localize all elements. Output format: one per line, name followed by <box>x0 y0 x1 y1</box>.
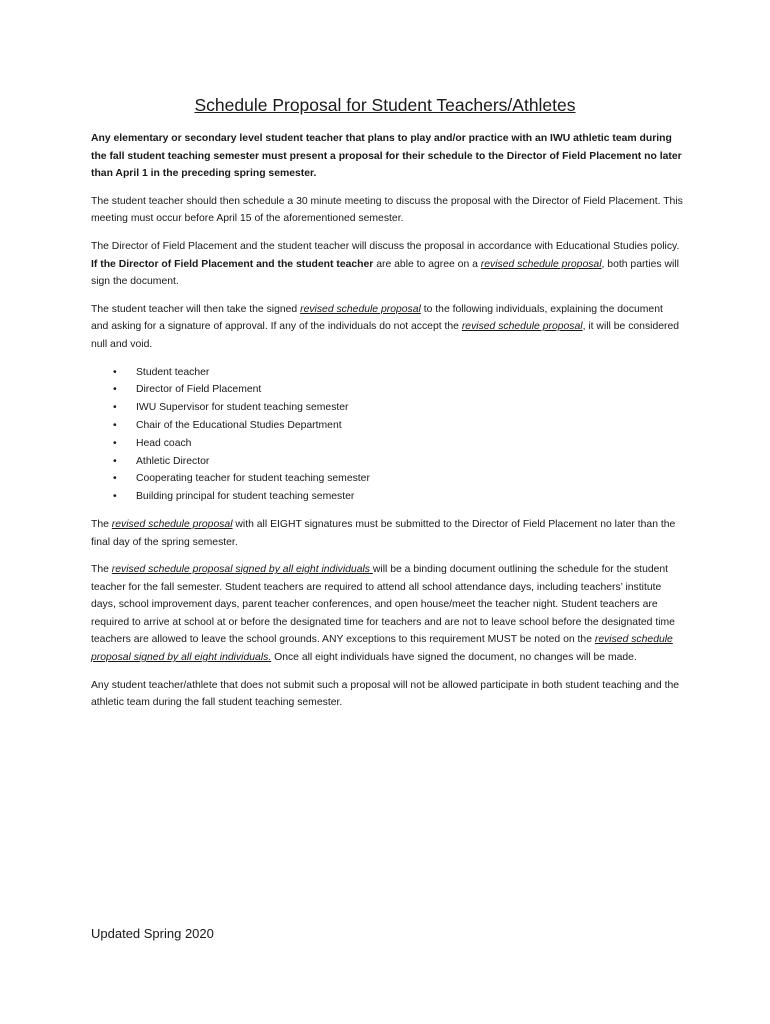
bullet-icon: • <box>113 473 117 485</box>
bullet-icon: • <box>113 491 117 503</box>
underlined-term: revised schedule proposal signed by all eight individuals <box>111 564 373 576</box>
list-item <box>91 417 683 435</box>
underlined-term: revised schedule proposal <box>480 258 602 270</box>
list-item <box>91 399 683 417</box>
list-item <box>91 435 683 453</box>
list-item-label: Chair of the Educational Studies Department <box>136 419 342 431</box>
bullet-icon: • <box>113 366 117 378</box>
text-run: The Director of Field Placement and the student teacher will discuss the proposal in accordance with Educational Studies policy. <box>91 240 680 252</box>
underlined-term: revised schedule proposal signed by all eight individuals. <box>91 634 673 664</box>
discussion-paragraph <box>91 238 683 291</box>
list-item-label: Student teacher <box>136 366 210 378</box>
meeting-paragraph: The student teacher should then schedule a 30 minute meeting to discuss the proposal with the Director of Field Placement. This meeting must occur before April 15 of the aforementioned semester. <box>91 195 683 225</box>
list-item <box>91 381 683 399</box>
consequence-paragraph: Any student teacher/athlete that does not submit such a proposal will not be allowed participate in both student teaching and the athletic team during the fall student teaching semester. <box>91 679 680 709</box>
text-run: , both parties will sign the document. <box>91 258 679 288</box>
updated-footer: Updated Spring 2020 <box>91 926 214 941</box>
text-run: with all EIGHT signatures must be submitted to the Director of Field Placement no later than the final day of the spring semester. <box>91 518 676 548</box>
text-run: The <box>91 564 112 576</box>
list-item-label: IWU Supervisor for student teaching semester <box>136 402 349 414</box>
document-title: Schedule Proposal for Student Teachers/Athletes <box>194 95 576 115</box>
list-item <box>91 364 683 382</box>
signature-paragraph <box>91 301 683 354</box>
list-item-label: Building principal for student teaching semester <box>136 491 355 503</box>
text-run: , it will be considered null and void. <box>91 321 680 350</box>
text-run: The <box>91 518 112 530</box>
text-run: will be a binding document outlining the schedule for the student teacher for the fall semester. Student teachers are required to attend all school attendance days, including teachers’ institute days, school improvement days, parent teacher conferences, and open house/meet the teacher night. Student teachers are required to arrive at school at or before the designated time for teachers and are not to leave school before the designated time teachers are allowed to leave the school grounds. ANY exceptions to this requirement MUST be noted on the <box>91 564 675 646</box>
list-item-label: Cooperating teacher for student teaching semester <box>136 473 370 485</box>
list-item-label: Athletic Director <box>136 455 210 467</box>
text-run: The student teacher will then take the signed <box>91 303 301 315</box>
bullet-icon: • <box>113 437 117 449</box>
bullet-icon: • <box>113 402 117 414</box>
list-item-label: Head coach <box>136 437 192 449</box>
text-run: are able to agree on a <box>373 258 481 270</box>
submission-paragraph <box>91 516 683 551</box>
intro-paragraph: Any elementary or secondary level student teacher that plans to play and/or practice with an IWU athletic team during the fall student teaching semester must present a proposal for their schedule to the Director of Field Placement no later than April 1 in the preceding spring semester. <box>91 133 682 180</box>
list-item <box>91 470 683 488</box>
underlined-term: revised schedule proposal <box>461 321 583 333</box>
list-item <box>91 453 683 471</box>
bold-run: If the Director of Field Placement and the student teacher <box>91 258 374 270</box>
binding-paragraph <box>91 561 683 667</box>
document-body <box>91 130 683 722</box>
text-run: Once all eight individuals have signed the document, no changes will be made. <box>271 652 637 664</box>
list-item <box>91 488 683 506</box>
bullet-icon: • <box>113 455 117 467</box>
list-item-label: Director of Field Placement <box>136 384 262 396</box>
underlined-term: revised schedule proposal <box>111 518 233 530</box>
bullet-icon: • <box>113 384 117 396</box>
bullet-icon: • <box>113 419 117 431</box>
text-run: to the following individuals, explaining the document and asking for a signature of approval. If any of the individuals do not accept the <box>91 303 663 333</box>
signers-list <box>91 364 683 506</box>
underlined-term: revised schedule proposal <box>300 303 421 315</box>
